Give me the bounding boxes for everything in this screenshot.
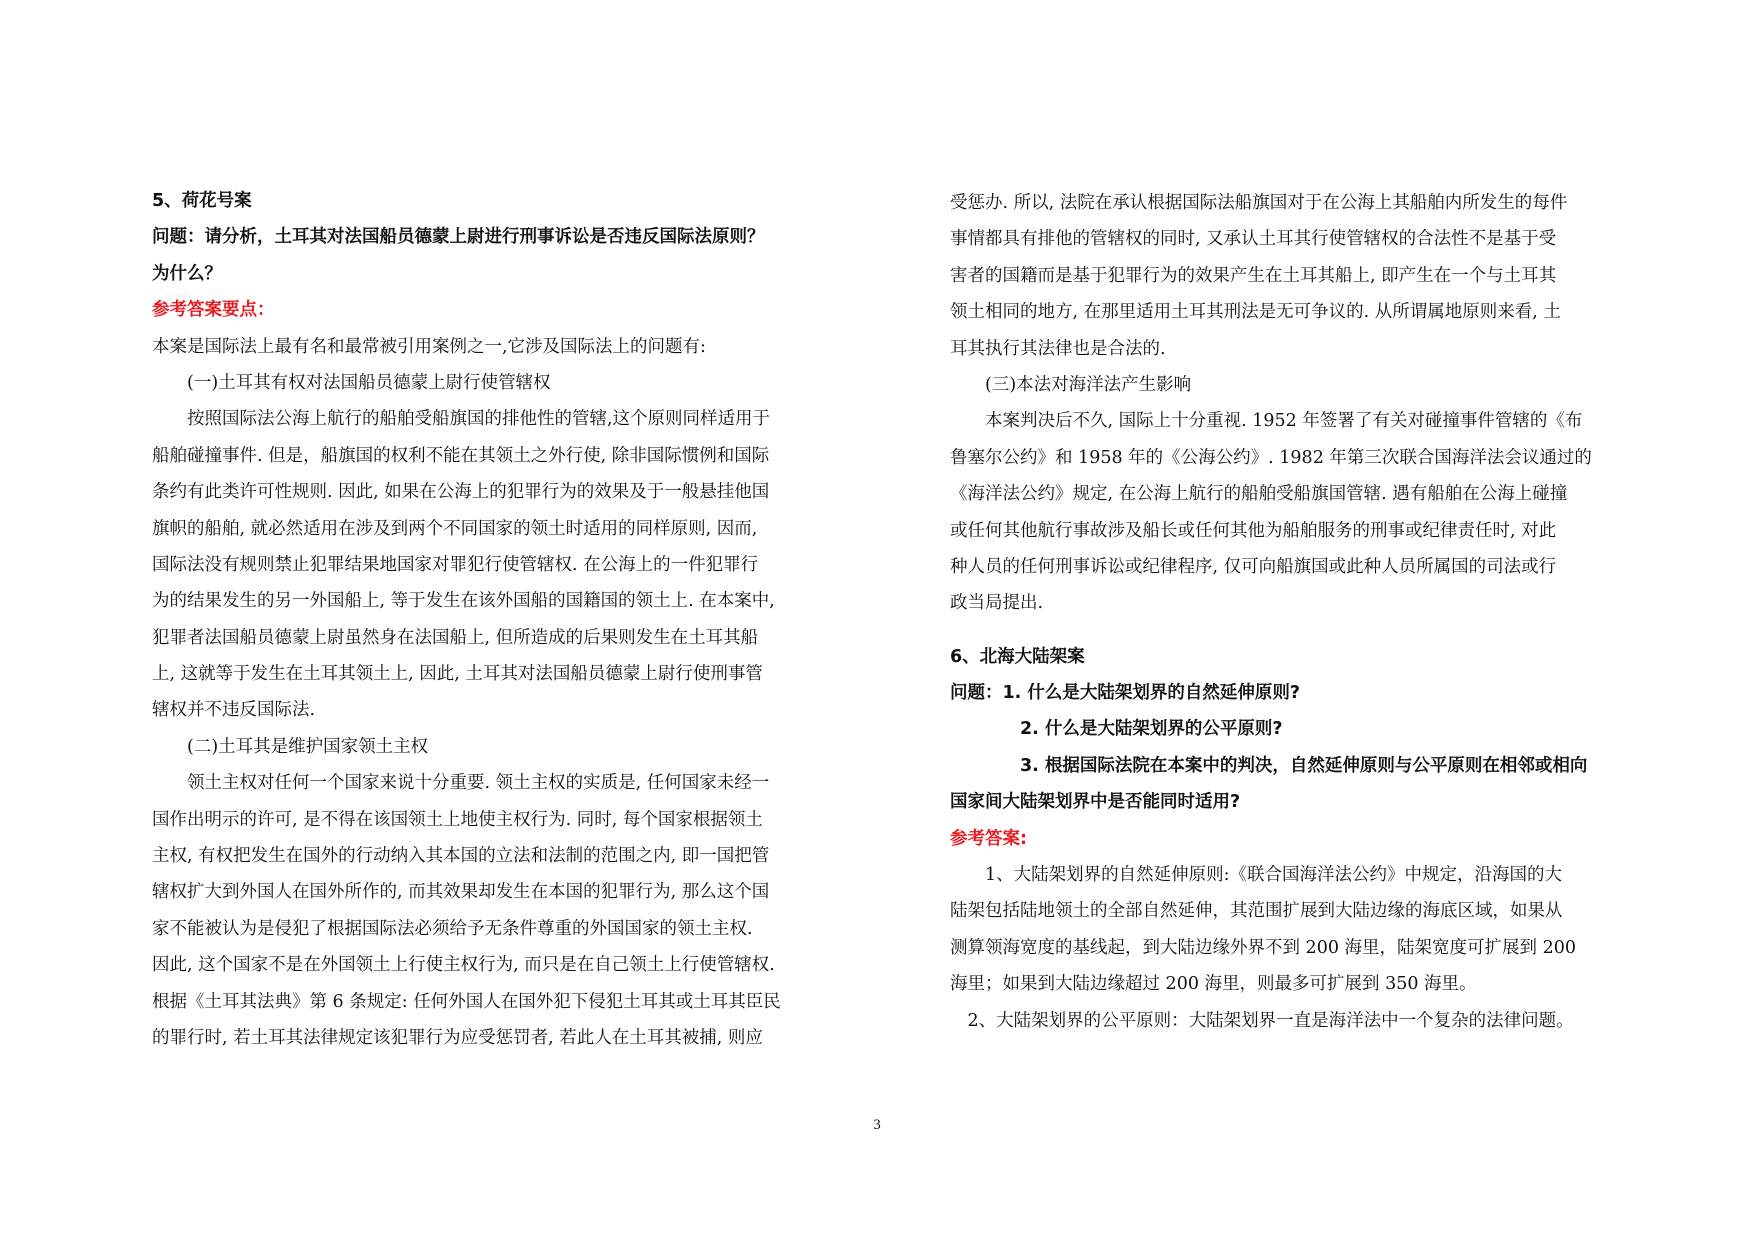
case-5-answer-heading: 参考答案要点： [152, 300, 275, 321]
case-6-answer-heading: 参考答案: [950, 828, 1027, 849]
body-line: 因此, 这个国家不是在外国领土上行使主权行为, 而只是在自己领土上行使管辖权. [152, 955, 775, 976]
body-line: 鲁塞尔公约》和 1958 年的《公海公约》. 1982 年第三次联合国海洋法会议通过的 [950, 447, 1592, 468]
body-line: 按照国际法公海上航行的船舶受船旗国的排他性的管辖,这个原则同样适用于 [152, 409, 771, 430]
body-line: 主权, 有权把发生在国外的行动纳入其本国的立法和法制的范围之内, 即一国把管 [152, 846, 770, 867]
body-line: 受惩办. 所以, 法院在承认根据国际法船旗国对于在公海上其船舶内所发生的每件 [950, 193, 1568, 213]
case-6-question-2: 2. 什么是大陆架划界的公平原则? [950, 719, 1283, 740]
left-column [152, 183, 820, 1056]
body-line: 事情都具有排他的管辖权的同时, 又承认土耳其行使管辖权的合法性不是基于受 [950, 229, 1557, 250]
body-line: 害者的国籍而是基于犯罪行为的效果产生在土耳其船上, 即产生在一个与土耳其 [950, 265, 1557, 286]
body-line: 国际法没有规则禁止犯罪结果地国家对罪犯行使管辖权. 在公海上的一件犯罪行 [152, 554, 759, 575]
body-line: 或任何其他航行事故涉及船长或任何其他为船舶服务的刑事或纪律责任时, 对此 [950, 520, 1557, 541]
body-line: 的罪行时, 若土耳其法律规定该犯罪行为应受惩罚者, 若此人在土耳其被捕, 则应 [152, 1027, 763, 1048]
body-line: 2、大陆架划界的公平原则：大陆架划界一直是海洋法中一个复杂的法律问题。 [950, 1010, 1574, 1031]
body-line: 根据《土耳其法典》第 6 条规定: 任何外国人在国外犯下侵犯土耳其或土耳其臣民 [152, 991, 781, 1012]
body-line: 家不能被认为是侵犯了根据国际法必须给予无条件尊重的外国国家的领土主权. [152, 918, 753, 939]
body-line: 陆架包括陆地领土的全部自然延伸，其范围扩展到大陆边缘的海底区域，如果从 [950, 901, 1563, 922]
body-line: 国作出明示的许可, 是不得在该国领土上地使主权行为. 同时, 每个国家根据领土 [152, 809, 763, 830]
case-6-question-3-line-1: 3. 根据国际法院在本案中的判决，自然延伸原则与公平原则在相邻或相向 [950, 755, 1588, 776]
body-line: 1、大陆架划界的自然延伸原则:《联合国海洋法公约》中规定，沿海国的大 [950, 865, 1563, 886]
body-line: 为的结果发生的另一外国船上, 等于发生在该外国船的国籍国的领土上. 在本案中, [152, 591, 775, 612]
section-heading-1: (一)土耳其有权对法国船员德蒙上尉行使管辖权 [152, 372, 551, 393]
body-line: 领土主权对任何一个国家来说十分重要. 领土主权的实质是, 任何国家未经一 [152, 773, 770, 794]
body-line: 辖权扩大到外国人在国外所作的, 而其效果却发生在本国的犯罪行为, 那么这个国 [152, 882, 770, 903]
section-heading-2: (二)土耳其是维护国家领土主权 [152, 736, 429, 757]
body-line: 测算领海宽度的基线起，到大陆边缘外界不到 200 海里，陆架宽度可扩展到 200 [950, 937, 1576, 958]
case-5-question-line-2: 为什么？ [152, 263, 222, 284]
body-line: 海里；如果到大陆边缘超过 200 海里，则最多可扩展到 350 海里。 [950, 974, 1477, 995]
case-5-question-line-1: 问题：请分析，土耳其对法国船员德蒙上尉进行刑事诉讼是否违反国际法原则？ [152, 227, 765, 248]
paragraph-gap [950, 622, 1622, 639]
body-line: 领土相同的地方, 在那里适用土耳其刑法是无可争议的. 从所谓属地原则来看, 土 [950, 302, 1561, 323]
right-column [950, 185, 1622, 1039]
body-line: 辖权并不违反国际法. [152, 700, 316, 721]
case-6-title: 6、北海大陆架案 [950, 646, 1085, 667]
body-line: 船舶碰撞事件. 但是，船旗国的权利不能在其领土之外行使, 除非国际惯例和国际 [152, 445, 770, 466]
case-6-question-1: 问题：1. 什么是大陆架划界的自然延伸原则? [950, 683, 1301, 704]
body-line: 本案是国际法上最有名和最常被引用案例之一,它涉及国际法上的问题有: [152, 336, 706, 357]
section-heading-3: (三)本法对海洋法产生影响 [950, 374, 1192, 395]
body-line: 犯罪者法国船员德蒙上尉虽然身在法国船上, 但所造成的后果则发生在土耳其船 [152, 627, 759, 648]
body-line: 本案判决后不久, 国际上十分重视. 1952 年签署了有关对碰撞事件管辖的《布 [950, 411, 1583, 432]
case-5-title: 5、荷花号案 [152, 191, 252, 211]
body-line: 上, 这就等于发生在土耳其领土上, 因此, 土耳其对法国船员德蒙上尉行使刑事管 [152, 664, 763, 685]
body-line: 种人员的任何刑事诉讼或纪律程序, 仅可向船旗国或此种人员所属国的司法或行 [950, 556, 1557, 577]
page-number: 3 [873, 1117, 881, 1133]
body-line: 《海洋法公约》规定, 在公海上航行的船舶受船旗国管辖. 遇有船舶在公海上碰撞 [950, 484, 1568, 505]
case-6-question-3-line-2: 国家间大陆架划界中是否能同时适用? [950, 792, 1241, 813]
body-line: 政当局提出. [950, 593, 1044, 614]
body-line: 耳其执行其法律也是合法的. [950, 338, 1166, 359]
body-line: 旗帜的船舶, 就必然适用在涉及到两个不同国家的领土时适用的同样原则, 因而, [152, 518, 758, 539]
body-line: 条约有此类许可性规则. 因此, 如果在公海上的犯罪行为的效果及于一般悬挂他国 [152, 482, 770, 503]
